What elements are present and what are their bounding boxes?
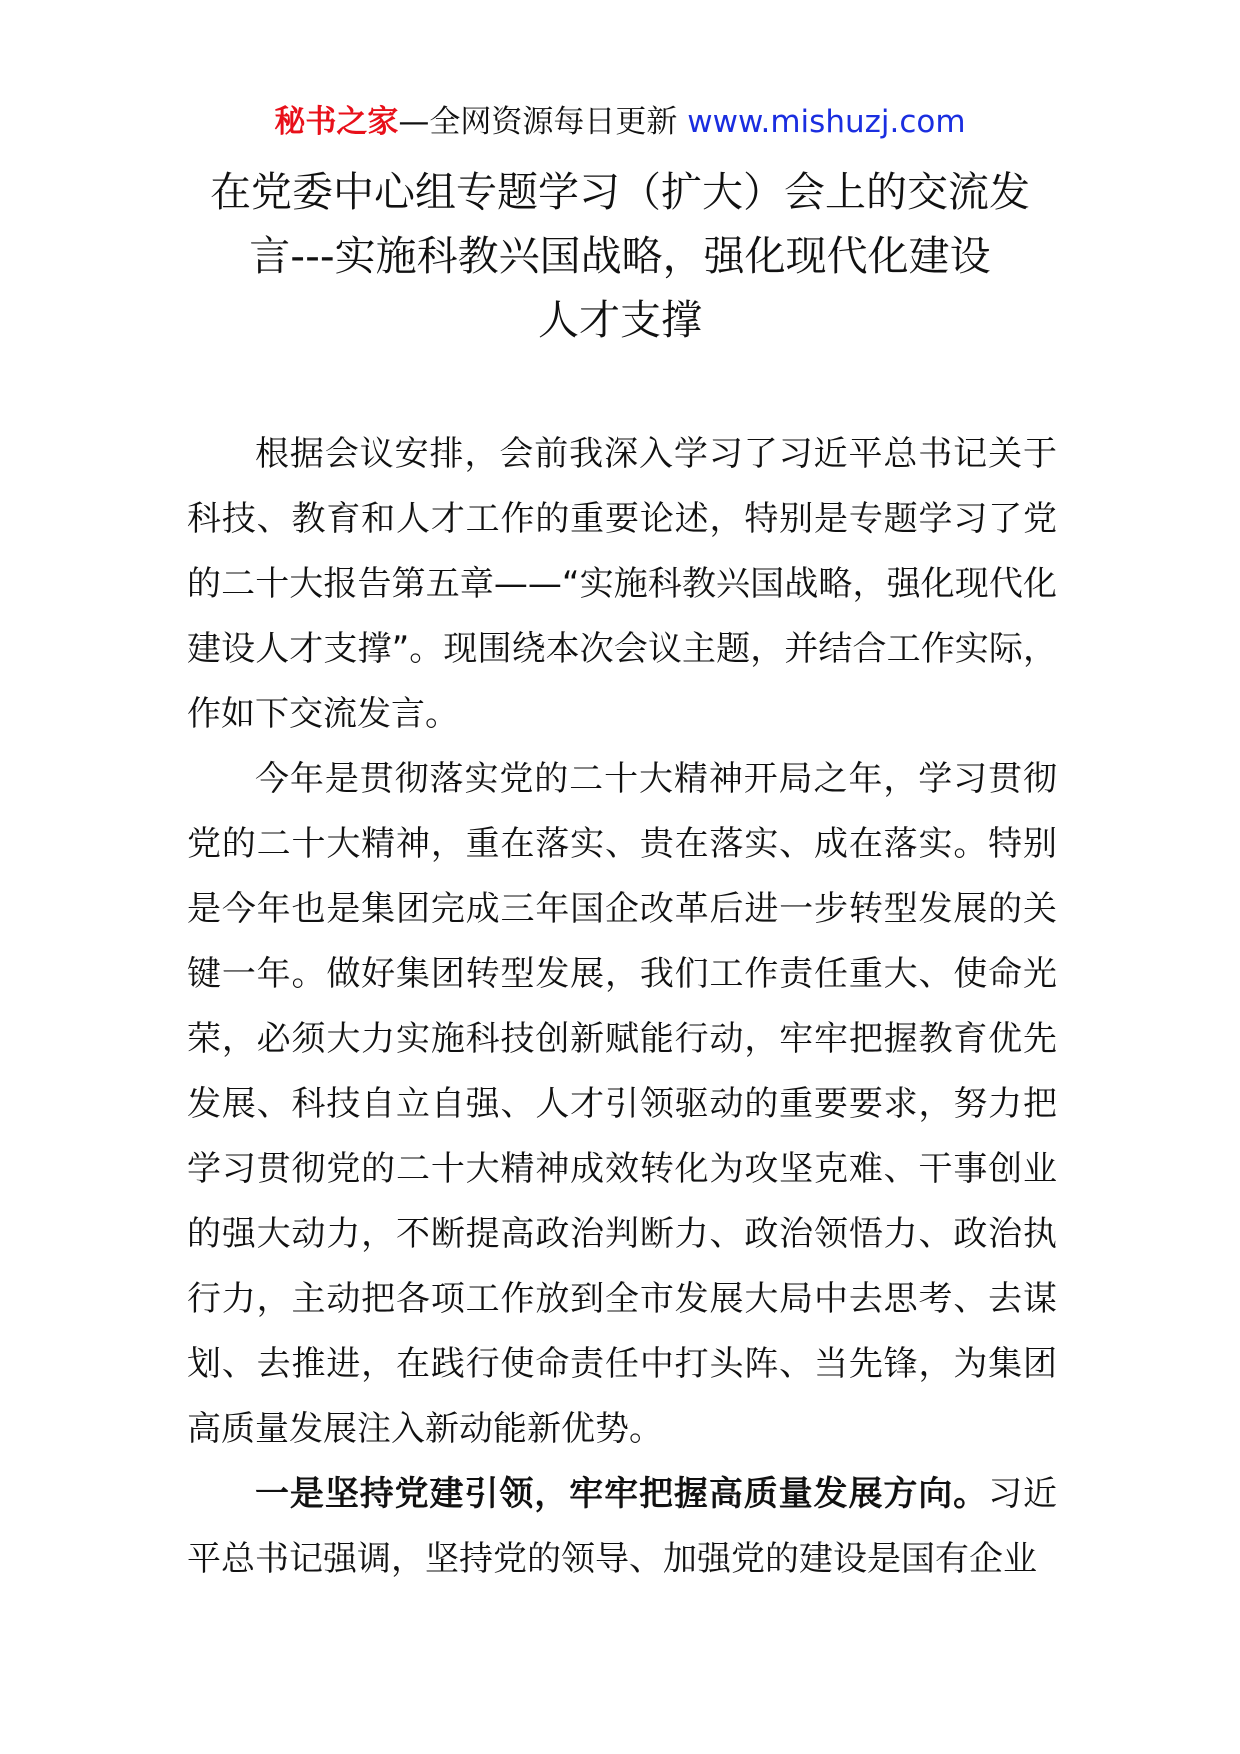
title-line-2: 言---实施科教兴国战略，强化现代化建设	[249, 232, 991, 280]
site-header	[0, 100, 1240, 144]
paragraph-3-text: 习近平总书记强调，坚持党的领导、加强党的建设是国有企业	[187, 1474, 1058, 1579]
paragraph-3	[187, 1462, 1057, 1592]
document-title	[170, 160, 1070, 352]
title-line-1: 在党委中心组专题学习（扩大）会上的交流发	[210, 168, 1030, 216]
brand-name: 秘书之家	[274, 104, 399, 140]
site-url-link[interactable]: www.mishuzj.com	[687, 104, 966, 140]
paragraph-2: 今年是贯彻落实党的二十大精神开局之年，学习贯彻党的二十大精神，重在落实、贵在落实、成在落实。特别是今年也是集团完成三年国企改革后进一步转型发展的关键一年。做好集团转型发展，我们工作责任重大、使命光荣，必须大力实施科技创新赋能行动，牢牢把握教育优先发展、科技自立自强、人才引领驱动的重要要求，努力把学习贯彻党的二十大精神成效转化为攻坚克难、干事创业的强大动力，不断提高政治判断力、政治领悟力、政治执行力，主动把各项工作放到全市发展大局中去思考、去谋划、去推进，在践行使命责任中打头阵、当先锋，为集团高质量发展注入新动能新优势。	[187, 759, 1057, 1449]
paragraph-3-heading: 一是坚持党建引领，牢牢把握高质量发展方向。	[255, 1474, 989, 1514]
title-line-3: 人才支撑	[538, 296, 702, 344]
paragraph-1: 根据会议安排，会前我深入学习了习近平总书记关于科技、教育和人才工作的重要论述，特别是专题学习了党的二十大报告第五章——“实施科教兴国战略，强化现代化建设人才支撑”。现围绕本次会议主题，并结合工作实际，作如下交流发言。	[187, 434, 1057, 734]
document-body	[187, 422, 1057, 1592]
site-slogan: —全网资源每日更新	[398, 104, 688, 140]
